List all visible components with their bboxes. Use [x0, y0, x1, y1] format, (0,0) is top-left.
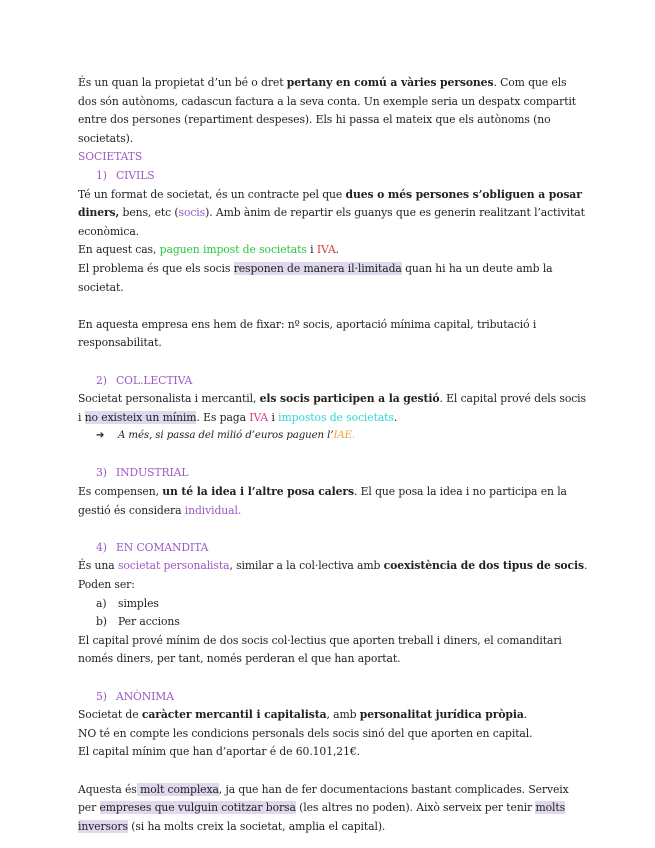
anonima-paragraph-2: NO té en compte les condicions personals dels socis sinó del que aporten en capital. [78, 726, 533, 740]
text: . El que posa la idea i no participa en la gestió és considera [78, 485, 567, 517]
comandita-paragraph-1 [78, 557, 588, 594]
civils-paragraph-1 [78, 186, 588, 242]
comandita-paragraph-2: El capital prové mínim de dos socis col·lectius que aporten treball i diners, el comanditari només diners, per tant, només perderan el que han aportat. [78, 633, 562, 666]
colored-text: societat personalista [117, 559, 230, 573]
text: (si ha molts creix la societat, amplia el capital). [127, 819, 386, 833]
list-item [78, 595, 588, 614]
colectiva-note [78, 427, 588, 446]
text: Aquesta és [78, 782, 137, 796]
anonima-paragraph-1 [78, 706, 588, 725]
civils-paragraph-3 [78, 260, 588, 297]
bold-text: coexistència de dos tipus de socis [383, 559, 584, 573]
colored-text: impostos de societats [278, 410, 394, 424]
heading-label: COL.LECTIVA [116, 373, 193, 387]
text: . Poden ser: [78, 559, 588, 592]
text: A més, si passa del milió d’euros paguen l’ [118, 430, 334, 442]
heading-number: 1) [96, 168, 107, 182]
list-label: b) [96, 615, 107, 629]
colored-text: IAE. [333, 430, 356, 442]
highlighted-text: molts inversors [78, 801, 566, 833]
civils-paragraph-4: En aquesta empresa ens hem de fixar: nº socis, aportació mínima capital, tributació i responsabilitat. [78, 317, 537, 350]
text: i [268, 410, 279, 424]
anonima-paragraph-4 [78, 781, 588, 837]
heading-colectiva [78, 372, 588, 391]
colored-text: IVA [316, 243, 336, 257]
colored-text: IVA [249, 410, 269, 424]
industrial-paragraph-1 [78, 483, 588, 520]
civils-paragraph-2 [78, 241, 588, 260]
heading-number: 4) [96, 540, 107, 554]
heading-industrial [78, 464, 588, 483]
text: . [393, 410, 398, 424]
text: Societat de [78, 708, 142, 722]
text: bens, etc ( [119, 206, 179, 220]
document-body [78, 74, 588, 836]
heading-comandita [78, 539, 588, 558]
text: ). Amb ànim de repartir els guanys que es generin realitzant l’activitat econòmica. [78, 206, 585, 238]
text: El problema és que els socis [78, 261, 234, 275]
text: . [523, 708, 528, 722]
heading-number: 2) [96, 373, 107, 387]
highlighted-text: no existeix un mínim [84, 410, 197, 424]
bold-text: dues o més persones s’obliguen a posar diners, [78, 187, 582, 220]
intro-text-1: És un quan la propietat d’un bé o dret [78, 76, 287, 89]
intro-text-2: . Com que els dos són autònoms, cadascun factura a la seva conta. Un exemple seria un despatx compartit entre dos persones (repartiment despeses). Els hi passa el mateix que els autònoms (no societats). [78, 76, 577, 145]
list-text: Per accions [118, 615, 180, 629]
spacer [78, 520, 588, 539]
text: Societat personalista i mercantil, [78, 392, 260, 406]
list-label: a) [96, 596, 107, 610]
spacer [78, 353, 588, 372]
colectiva-paragraph-1 [78, 390, 588, 427]
text: . Es paga [196, 410, 250, 424]
heading-label: INDUSTRIAL [116, 466, 189, 480]
text: , similar a la col·lectiva amb [229, 559, 384, 573]
heading-civils [78, 167, 588, 186]
text: (les altres no poden). Això serveix per tenir [295, 801, 536, 815]
intro-paragraph [78, 74, 588, 148]
text: . [335, 243, 339, 257]
text: , amb [326, 708, 360, 722]
colored-text: paguen impost de societats [159, 243, 307, 257]
heading-anonima [78, 688, 588, 707]
text: En aquest cas, [78, 243, 160, 257]
spacer [78, 669, 588, 688]
text: quan hi ha un deute amb la societat. [78, 261, 553, 294]
heading-label: CIVILS [116, 168, 155, 182]
spacer [78, 297, 588, 316]
intro-bold-1: pertany en comú a vàries persones [286, 76, 494, 89]
bold-text: un té la idea i l’altre posa calers [162, 485, 354, 499]
text: Té un format de societat, és un contracte pel que [78, 187, 346, 201]
heading-number: 5) [96, 689, 107, 703]
anonima-paragraph-3: El capital mínim que han d’aportar é de 60.101,21€. [78, 745, 360, 759]
heading-number: 3) [96, 466, 107, 480]
spacer [78, 762, 588, 781]
text: , ja que han de fer documentacions bastant complicades. Serveix per [78, 782, 569, 815]
text: Es compensen, [78, 485, 163, 499]
highlighted-text: molt complexa [136, 782, 219, 796]
heading-label: EN COMANDITA [116, 540, 209, 554]
list-text: simples [118, 596, 159, 610]
colored-text: individual. [184, 503, 242, 517]
heading-label: ANÒNIMA [116, 689, 174, 703]
bold-text: personalitat jurídica pròpia [359, 708, 524, 722]
highlighted-text: empreses que vulguin cotitzar borsa [99, 801, 296, 815]
bold-text: els socis participen a la gestió [259, 392, 440, 406]
section-title-societats: SOCIETATS [78, 150, 143, 164]
spacer [78, 446, 588, 465]
highlighted-text: responen de manera il·limitada [233, 261, 402, 275]
text: És una [78, 559, 118, 573]
arrow-icon: ➔ [96, 430, 105, 442]
list-item [78, 613, 588, 632]
colored-text: socis [178, 206, 206, 220]
text: i [306, 243, 317, 257]
text: . El capital prové dels socis i [78, 392, 586, 424]
bold-text: caràcter mercantil i capitalista [141, 708, 327, 722]
